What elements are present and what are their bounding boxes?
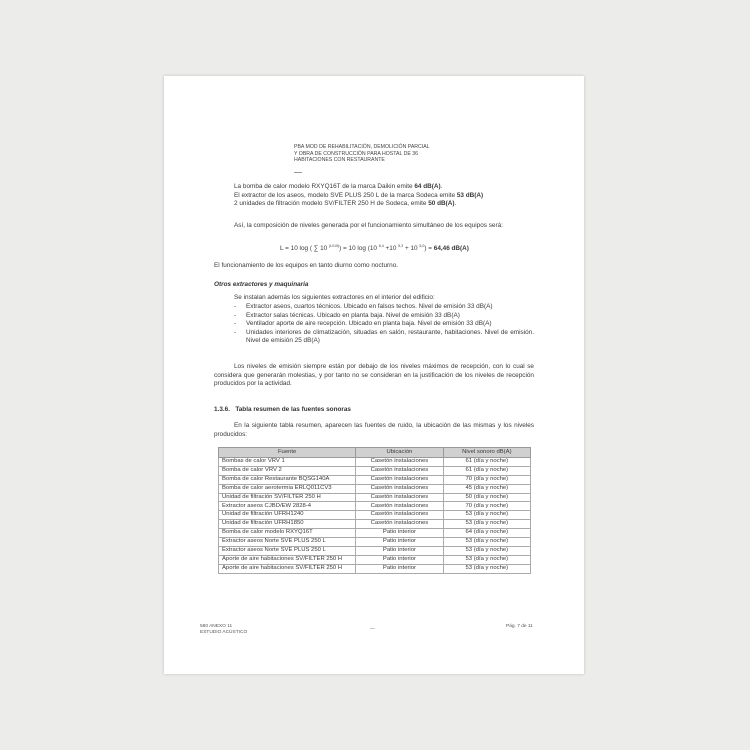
intro-line-3: 2 unidades de filtración modelo SV/FILTER 250 H de Sodeca, emite 50 dB(A).	[234, 200, 457, 207]
cell-ubicacion: Patio interior	[356, 555, 443, 564]
sources-table	[218, 447, 531, 574]
table-row	[219, 475, 531, 484]
cell-ubicacion: Casetón instalaciones	[356, 466, 443, 475]
cell-nivel: 61 (día y noche)	[443, 458, 530, 467]
bullet-text: Ventilador aporte de aire recepción. Ubicado en planta baja. Nivel de emisión 33 dB(A)	[246, 320, 492, 327]
footer-left	[200, 624, 247, 636]
cell-nivel: 53 (día y noche)	[443, 538, 530, 547]
cell-ubicacion: Casetón instalaciones	[356, 475, 443, 484]
intro-line-3-text: 2 unidades de filtración modelo SV/FILTER 250 H de Sodeca, emite	[234, 200, 429, 207]
table-row	[219, 484, 531, 493]
list-item	[234, 329, 534, 346]
table-row	[219, 546, 531, 555]
formula-plus-2: + 10	[403, 245, 420, 253]
cell-nivel: 61 (día y noche)	[443, 466, 530, 475]
formula	[218, 242, 531, 254]
cell-fuente: Aporte de aire habitaciones SV/FILTER 250 H	[219, 555, 356, 564]
cell-fuente: Bombas de calor VRV 1	[219, 458, 356, 467]
cell-ubicacion: Casetón instalaciones	[356, 458, 443, 467]
cell-fuente: Bomba de calor modelo RXYQ16T	[219, 529, 356, 538]
table-header-ubicacion: Ubicación	[356, 448, 443, 458]
cell-nivel: 70 (día y noche)	[443, 502, 530, 511]
table-row	[219, 520, 531, 529]
intro-block	[234, 183, 534, 209]
cell-ubicacion: Casetón instalaciones	[356, 484, 443, 493]
otros-intro: Se instalan además los siguientes extractores en el interior del edificio:	[234, 294, 435, 301]
formula-mid: ) = 10 log (10	[339, 245, 379, 253]
intro-line-2	[234, 192, 534, 201]
composition-intro: Así, la composición de niveles generada por el funcionamiento simultáneo de los equipos será:	[234, 222, 503, 229]
intro-line-2-text: El extractor de los aseos, modelo SVE PLUS 250 L de la marca Sodeca emite	[234, 191, 457, 199]
functioning-line: El funcionamiento de los equipos en tanto diurno como nocturno.	[214, 262, 399, 269]
cell-nivel: 53 (día y noche)	[443, 511, 530, 520]
cell-nivel: 50 (día y noche)	[443, 493, 530, 502]
table-row	[219, 458, 531, 467]
cell-fuente: Aporte de aire habitaciones SV/FILTER 250 H	[219, 564, 356, 573]
otros-bullet-list	[234, 303, 534, 346]
cell-ubicacion: Patio interior	[356, 529, 443, 538]
otros-paragraph: Los niveles de emisión siempre están por debajo de los niveles máximos de recepción, con lo cual se considera que generarán molestias, y por tanto no se consideran en la justificación de los niveles de recepción producidos por la actividad.	[214, 363, 534, 387]
cell-fuente: Extractor aseos Norte SVE PLUS 250 L	[219, 546, 356, 555]
formula-exp-3: 5,3	[398, 244, 404, 248]
otros-heading: Otros extractores y maquinaria	[214, 281, 309, 288]
list-item	[234, 303, 534, 312]
formula-lhs: L = 10 log ( ∑ 10	[280, 245, 329, 253]
cell-fuente: Unidad de filtración UFRH1240	[219, 511, 356, 520]
table-header-row	[219, 448, 531, 458]
section-heading	[214, 406, 351, 413]
table-row	[219, 564, 531, 573]
page-header	[294, 144, 464, 164]
cell-nivel: 70 (día y noche)	[443, 475, 530, 484]
table-row	[219, 538, 531, 547]
intro-line-2-value: 53 dB(A)	[456, 191, 484, 199]
table-row	[219, 511, 531, 520]
bullet-text: Extractor salas técnicas. Ubicado en planta baja. Nivel de emisión 33 dB(A)	[246, 311, 460, 319]
header-line-1: PBA MOD DE REHABILITACIÓN, DEMOLICIÓN PARCIAL	[294, 144, 430, 150]
cell-nivel: 53 (día y noche)	[443, 555, 530, 564]
bullet-dash: -	[234, 320, 237, 327]
intro-line-1: La bomba de calor modelo RXYQ16T de la marca Daikin emite 64 dB(A).	[234, 183, 443, 190]
cell-ubicacion: Patio interior	[356, 538, 443, 547]
cell-nivel: 53 (día y noche)	[443, 520, 530, 529]
formula-exp-2: 6,4	[378, 244, 384, 248]
formula-exp-1: (Li/10)	[328, 244, 340, 248]
header-line-3: HABITACIONES CON RESTAURANTE	[294, 157, 385, 164]
bullet-text: Unidades interiores de climatización, situadas en salón, restaurante, habitaciones. Nivel de emisión. Nivel de emisión 25 dB(A)	[246, 328, 534, 344]
cell-ubicacion: Casetón instalaciones	[356, 502, 443, 511]
bullet-dash: -	[234, 328, 237, 336]
section-intro: En la siguiente tabla resumen, aparecen las fuentes de ruido, la ubicación de las mismas y los niveles producidos:	[214, 422, 534, 438]
table-row	[219, 466, 531, 475]
table-row	[219, 493, 531, 502]
cell-ubicacion: Casetón instalaciones	[356, 520, 443, 529]
cell-ubicacion: Patio interior	[356, 546, 443, 555]
cell-fuente: Unidad de filtración UFRH1850	[219, 520, 356, 529]
footer-page-number: Pág. 7 de 11	[506, 624, 533, 629]
formula-result: 64,46 dB(A)	[433, 245, 469, 253]
cell-nivel: 64 (día y noche)	[443, 529, 530, 538]
cell-nivel: 53 (día y noche)	[443, 546, 530, 555]
footer-left-line-2: ESTUDIO ACÚSTICO	[200, 630, 248, 635]
section-number: 1.3.6.	[214, 406, 230, 413]
header-rule	[294, 172, 302, 173]
table-header-nivel: Nivel sonoro dB(A)	[443, 448, 530, 458]
footer-center: —	[370, 627, 375, 632]
bullet-text: Extractor aseos, cuartos técnicos. Ubicado en falsos techos. Nivel de emisión 33 dB(A)	[246, 303, 493, 310]
cell-fuente: Bomba de calor Restaurante BQSG140A	[219, 475, 356, 484]
list-item	[234, 312, 534, 321]
cell-fuente: Unidad de filtración SV/FILTER 250 H	[219, 493, 356, 502]
intro-line-3-value: 50 dB(A)	[428, 200, 455, 207]
cell-fuente: Bomba de calor aerotermia ERLQ011CV3	[219, 484, 356, 493]
formula-exp-4: 5,0	[419, 244, 425, 248]
bullet-dash: -	[234, 303, 237, 310]
section-title: Tabla resumen de las fuentes sonoras	[235, 406, 351, 413]
table-row	[219, 502, 531, 511]
intro-line-1-value: 64 dB(A)	[414, 183, 441, 190]
footer-left-line-1: 580 ANEXO 11	[200, 624, 233, 629]
bullet-dash: -	[234, 311, 237, 319]
formula-end: ) =	[424, 245, 434, 253]
table-header-fuente: Fuente	[219, 448, 356, 458]
table-row	[219, 555, 531, 564]
cell-fuente: Extractor aseos Norte SVE PLUS 250 L	[219, 538, 356, 547]
table-row	[219, 529, 531, 538]
cell-fuente: Extractor aseos CJBD/EW 2828-4	[219, 502, 356, 511]
intro-line-1-text: La bomba de calor modelo RXYQ16T de la marca Daikin emite	[234, 183, 415, 190]
cell-fuente: Bomba de calor VRV 2	[219, 466, 356, 475]
cell-ubicacion: Patio interior	[356, 564, 443, 573]
header-line-2: Y OBRA DE CONSTRUCCIÓN PARA HOSTAL DE 36	[294, 150, 419, 157]
cell-nivel: 45 (día y noche)	[443, 484, 530, 493]
cell-ubicacion: Casetón instalaciones	[356, 511, 443, 520]
formula-plus-1: +10	[383, 245, 399, 253]
document-page	[164, 76, 584, 674]
cell-ubicacion: Casetón instalaciones	[356, 493, 443, 502]
cell-nivel: 53 (día y noche)	[443, 564, 530, 573]
list-item	[234, 320, 534, 329]
